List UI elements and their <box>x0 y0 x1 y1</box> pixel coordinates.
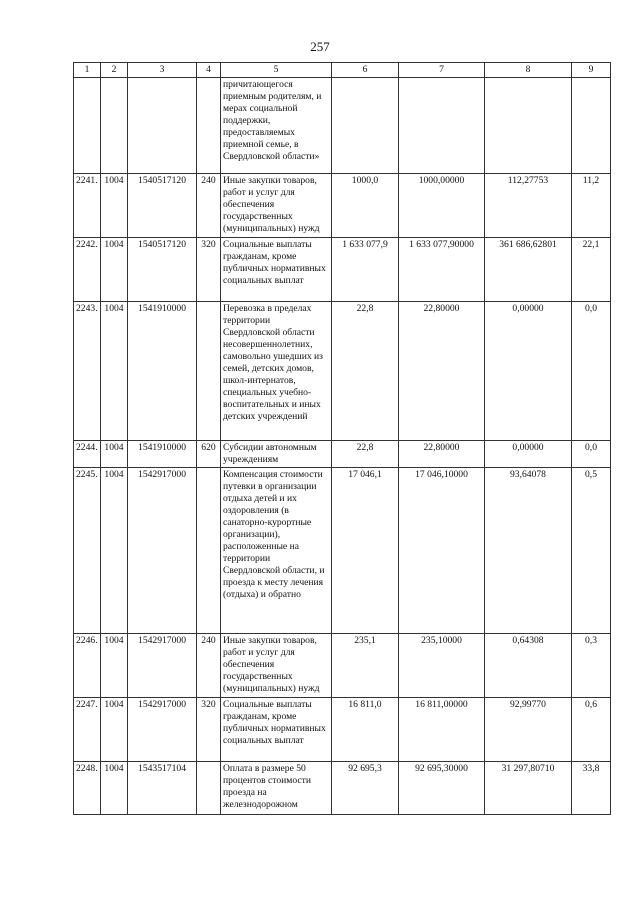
target-code-cell: 1541910000 <box>128 302 197 441</box>
description-cell: Иные закупки товаров, работ и услуг для обеспечения государственных (муниципальных) нужд <box>221 174 332 238</box>
percent-cell: 0,0 <box>572 302 611 441</box>
header-cell: 4 <box>197 63 221 78</box>
percent-cell: 0,6 <box>572 698 611 762</box>
expense-type-cell: 620 <box>197 441 221 468</box>
description-cell: Перевозка в пределах территории Свердловской области несовершеннолетних, самовольно ушедших из семей, детских домов, школ-интернатов, специальных учебно-воспитательных и иных детских учреждений <box>221 302 332 441</box>
header-cell: 8 <box>485 63 572 78</box>
plan-value-cell: 22,8 <box>332 441 399 468</box>
executed-value-cell: 31 297,80710 <box>485 762 572 815</box>
row-number-cell: 2247. <box>74 698 101 762</box>
row-number-cell: 2248. <box>74 762 101 815</box>
expense-type-cell: 240 <box>197 174 221 238</box>
row-number-cell <box>74 78 101 174</box>
description-cell: Социальные выплаты гражданам, кроме публичных нормативных социальных выплат <box>221 698 332 762</box>
refined-value-cell: 1000,00000 <box>399 174 485 238</box>
percent-cell: 0,3 <box>572 634 611 698</box>
plan-value-cell <box>332 78 399 174</box>
expense-type-cell: 320 <box>197 698 221 762</box>
percent-cell: 33,8 <box>572 762 611 815</box>
table-header-row <box>74 63 611 78</box>
target-code-cell: 1540517120 <box>128 238 197 302</box>
row-number-cell: 2244. <box>74 441 101 468</box>
section-code-cell: 1004 <box>101 238 128 302</box>
header-cell: 1 <box>74 63 101 78</box>
percent-cell: 11,2 <box>572 174 611 238</box>
target-code-cell: 1540517120 <box>128 174 197 238</box>
refined-value-cell <box>399 78 485 174</box>
refined-value-cell: 17 046,10000 <box>399 468 485 634</box>
expense-type-cell: 240 <box>197 634 221 698</box>
row-number-cell: 2246. <box>74 634 101 698</box>
table-row <box>74 441 611 468</box>
refined-value-cell: 235,10000 <box>399 634 485 698</box>
description-cell: Оплата в размере 50 процентов стоимости проезда на железнодорожном <box>221 762 332 815</box>
plan-value-cell: 16 811,0 <box>332 698 399 762</box>
table-row <box>74 762 611 815</box>
executed-value-cell: 92,99770 <box>485 698 572 762</box>
section-code-cell: 1004 <box>101 302 128 441</box>
section-code-cell: 1004 <box>101 174 128 238</box>
plan-value-cell: 1 633 077,9 <box>332 238 399 302</box>
table-row <box>74 78 611 174</box>
row-number-cell: 2245. <box>74 468 101 634</box>
row-number-cell: 2241. <box>74 174 101 238</box>
executed-value-cell <box>485 78 572 174</box>
expense-type-cell <box>197 302 221 441</box>
percent-cell: 0,0 <box>572 441 611 468</box>
section-code-cell: 1004 <box>101 634 128 698</box>
refined-value-cell: 1 633 077,90000 <box>399 238 485 302</box>
table-row <box>74 238 611 302</box>
plan-value-cell: 22,8 <box>332 302 399 441</box>
description-cell: Социальные выплаты гражданам, кроме публичных нормативных социальных выплат <box>221 238 332 302</box>
expense-type-cell: 320 <box>197 238 221 302</box>
target-code-cell: 1542917000 <box>128 698 197 762</box>
row-number-cell: 2242. <box>74 238 101 302</box>
table-row <box>74 302 611 441</box>
expense-type-cell <box>197 78 221 174</box>
table-row <box>74 698 611 762</box>
header-cell: 3 <box>128 63 197 78</box>
description-cell: Иные закупки товаров, работ и услуг для обеспечения государственных (муниципальных) нужд <box>221 634 332 698</box>
refined-value-cell: 22,80000 <box>399 441 485 468</box>
percent-cell <box>572 78 611 174</box>
expense-type-cell <box>197 762 221 815</box>
executed-value-cell: 93,64078 <box>485 468 572 634</box>
header-cell: 6 <box>332 63 399 78</box>
target-code-cell <box>128 78 197 174</box>
description-cell: Компенсация стоимости путевки в организации отдыха детей и их оздоровления (в санаторно-курортные организации), расположенные на территории Свердловской области, и проезда к месту лечения (отдыха) и обратно <box>221 468 332 634</box>
description-cell: причитающегося приемным родителям, и мерах социальной поддержки, предоставляемых приемной семье, в Свердловской области» <box>221 78 332 174</box>
executed-value-cell: 0,64308 <box>485 634 572 698</box>
executed-value-cell: 0,00000 <box>485 441 572 468</box>
section-code-cell: 1004 <box>101 441 128 468</box>
header-cell: 9 <box>572 63 611 78</box>
header-cell: 2 <box>101 63 128 78</box>
table-row <box>74 174 611 238</box>
header-cell: 7 <box>399 63 485 78</box>
refined-value-cell: 92 695,30000 <box>399 762 485 815</box>
plan-value-cell: 235,1 <box>332 634 399 698</box>
refined-value-cell: 22,80000 <box>399 302 485 441</box>
refined-value-cell: 16 811,00000 <box>399 698 485 762</box>
target-code-cell: 1541910000 <box>128 441 197 468</box>
page-number: 257 <box>310 39 330 54</box>
expense-type-cell <box>197 468 221 634</box>
percent-cell: 0,5 <box>572 468 611 634</box>
section-code-cell: 1004 <box>101 468 128 634</box>
target-code-cell: 1543517104 <box>128 762 197 815</box>
plan-value-cell: 92 695,3 <box>332 762 399 815</box>
executed-value-cell: 361 686,62801 <box>485 238 572 302</box>
section-code-cell <box>101 78 128 174</box>
table-row <box>74 468 611 634</box>
section-code-cell: 1004 <box>101 698 128 762</box>
plan-value-cell: 17 046,1 <box>332 468 399 634</box>
plan-value-cell: 1000,0 <box>332 174 399 238</box>
target-code-cell: 1542917000 <box>128 468 197 634</box>
target-code-cell: 1542917000 <box>128 634 197 698</box>
header-cell: 5 <box>221 63 332 78</box>
executed-value-cell: 112,27753 <box>485 174 572 238</box>
budget-table <box>73 62 611 815</box>
percent-cell: 22,1 <box>572 238 611 302</box>
section-code-cell: 1004 <box>101 762 128 815</box>
executed-value-cell: 0,00000 <box>485 302 572 441</box>
row-number-cell: 2243. <box>74 302 101 441</box>
description-cell: Субсидии автономным учреждениям <box>221 441 332 468</box>
table-row <box>74 634 611 698</box>
